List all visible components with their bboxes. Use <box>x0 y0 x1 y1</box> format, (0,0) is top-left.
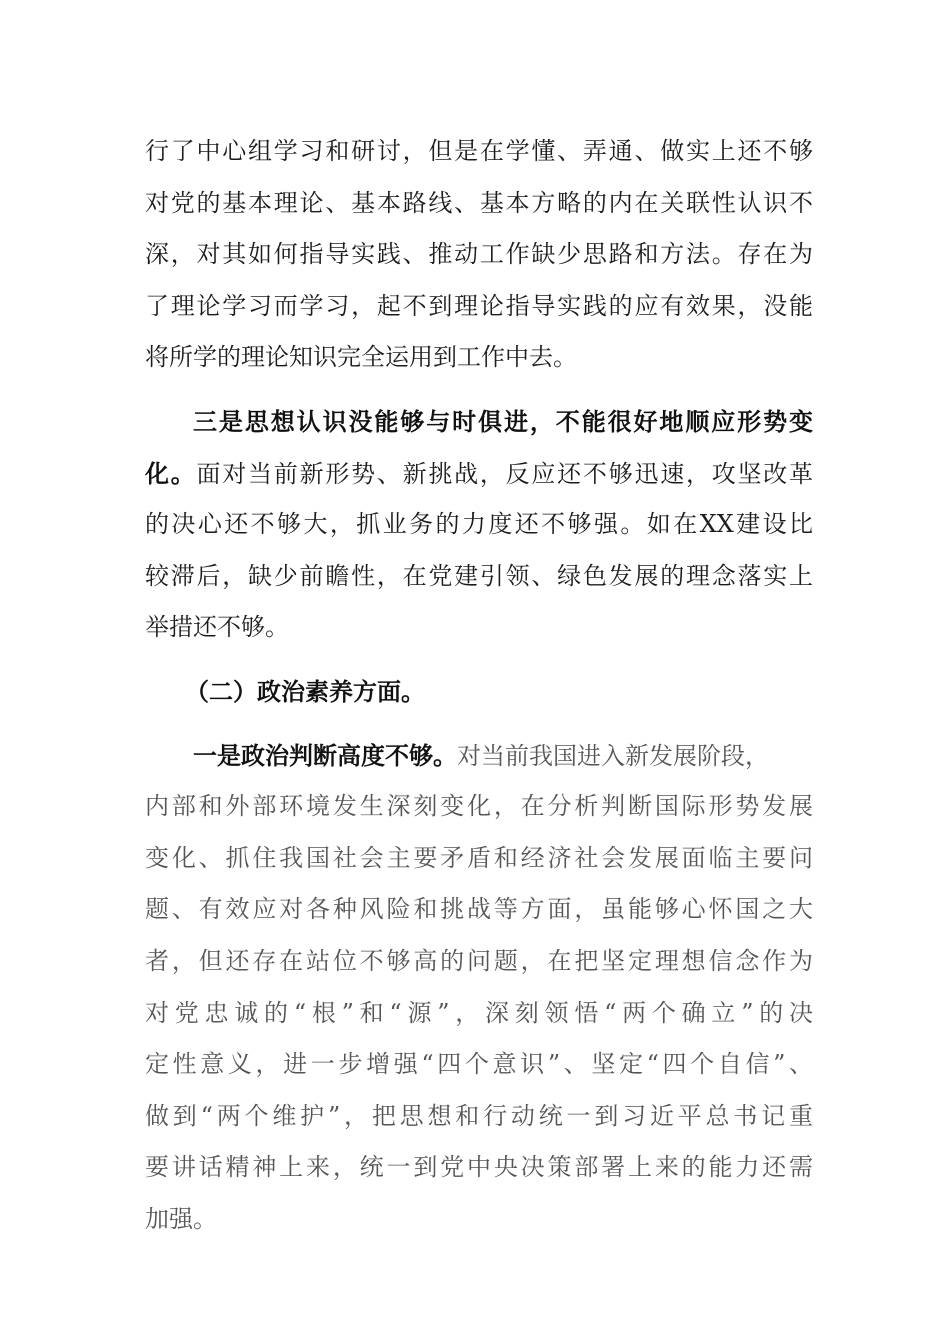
section-heading: （二）政治素养方面。 <box>185 676 425 706</box>
paragraph-heading-line: 三是思想认识没能够与时俱进，不能很好地顺应形势变 <box>193 406 813 436</box>
paragraph-line: 对党忠诚的“根”和“源”，深刻领悟“两个确立”的决 <box>145 998 813 1027</box>
paragraph-line: 行了中心组学习和研讨，但是在学懂、弄通、做实上还不够 <box>145 137 813 165</box>
paragraph-line: 者，但还存在站位不够高的问题，在把坚定理想信念作为 <box>145 946 813 975</box>
paragraph-line <box>145 730 813 782</box>
paragraph-line: 较滞后，缺少前瞻性，在党建引领、绿色发展的理念落实上 <box>145 561 813 590</box>
paragraph-line: 做到“两个维护”，把思想和行动统一到习近平总书记重 <box>145 1101 813 1130</box>
bold-lead-text: 化。 <box>145 458 197 488</box>
paragraph-theory-study <box>145 126 813 384</box>
paragraph-line: 变化、抓住我国社会主要矛盾和经济社会发展面临主要问 <box>145 843 813 872</box>
paragraph-line: 对党的基本理论、基本路线、基本方略的内在关联性认识不 <box>145 188 813 217</box>
paragraph-line-text: 面对当前新形势、新挑战，反应还不够迅速，攻坚改革 <box>196 459 814 488</box>
paragraph-line: 举措还不够。 <box>145 613 289 642</box>
paragraph-line-text: 对当前我国进入新发展阶段， <box>457 741 769 770</box>
paragraph-line: 了理论学习而学习，起不到理论指导实践的应有效果，没能 <box>145 291 813 320</box>
paragraph-line: 深，对其如何指导实践、推动工作缺少思路和方法。存在为 <box>145 240 813 269</box>
document-page <box>145 126 813 1245</box>
paragraph-line <box>145 448 813 500</box>
paragraph-line: 将所学的理论知识完全运用到工作中去。 <box>145 343 577 372</box>
paragraph-line: 的决心还不够大，抓业务的力度还不够强。如在XX建设比 <box>145 510 813 539</box>
paragraph-line: 要讲话精神上来，统一到党中央决策部署上来的能力还需 <box>145 1153 813 1182</box>
paragraph-thinking-keep-pace <box>145 396 813 654</box>
paragraph-political-judgment <box>145 730 813 1246</box>
bold-lead-text: 一是政治判断高度不够。 <box>193 740 457 770</box>
paragraph-line: 内部和外部环境发生深刻变化，在分析判断国际形势发展 <box>145 792 813 821</box>
paragraph-line: 题、有效应对各种风险和挑战等方面，虽能够心怀国之大 <box>145 895 813 924</box>
paragraph-line: 加强。 <box>145 1204 217 1233</box>
paragraph-line: 定性意义，进一步增强“四个意识”、坚定“四个自信”、 <box>145 1050 813 1079</box>
